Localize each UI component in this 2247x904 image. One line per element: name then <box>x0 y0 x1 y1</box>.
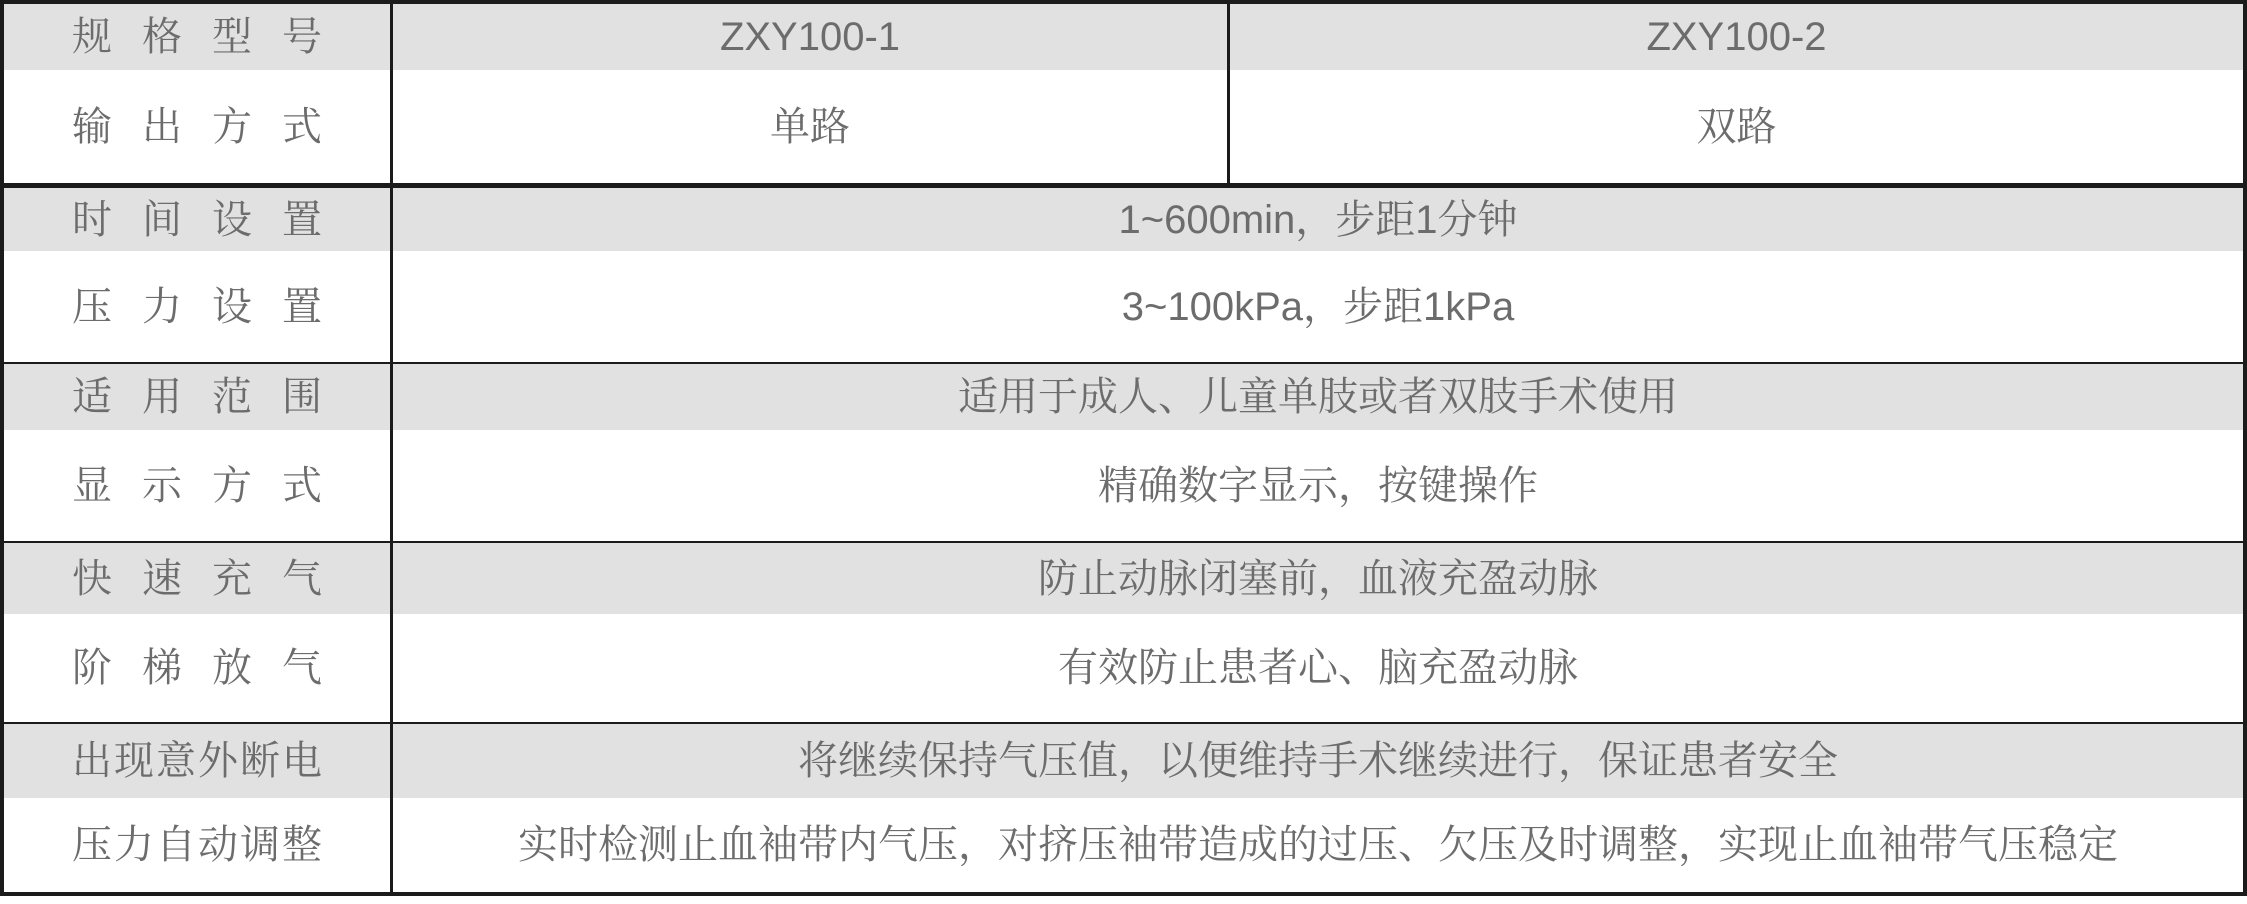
row-label-cell <box>4 543 393 614</box>
value-cell: 精确数字显示，按键操作 <box>1098 463 1538 508</box>
row-label-cell <box>4 724 393 798</box>
model-2-cell: ZXY100-2 <box>1646 15 1827 59</box>
value-cell: 3~100kPa，步距1kPa <box>1121 284 1515 329</box>
row-label-cell <box>4 614 393 722</box>
output-2-cell: 双路 <box>1696 104 1777 149</box>
row-label-cell <box>4 798 393 892</box>
row-label: 压力设置 <box>72 284 322 329</box>
table-row-model <box>4 4 2243 70</box>
value-cell: 将继续保持气压值，以便维持手术继续进行，保证患者安全 <box>798 739 1838 783</box>
row-label: 规格型号 <box>72 15 322 59</box>
value-cell: 1~600min，步距1分钟 <box>1118 197 1518 242</box>
row-label: 显示方式 <box>72 463 322 508</box>
row-label: 阶梯放气 <box>72 646 322 690</box>
row-label: 快速充气 <box>72 556 322 601</box>
table-row-power-failure <box>4 724 2243 798</box>
row-label-cell <box>4 364 393 430</box>
row-label: 时间设置 <box>72 197 322 242</box>
table-row-pressure-setting <box>4 251 2243 364</box>
table-row-step-deflation <box>4 614 2243 724</box>
row-label-cell <box>4 251 393 362</box>
table-row-output-mode <box>4 70 2243 188</box>
model-1-cell: ZXY100-1 <box>393 4 1230 70</box>
row-label-cell <box>4 70 393 183</box>
value-cell: 有效防止患者心、脑充盈动脉 <box>1058 646 1578 690</box>
row-label: 适用范围 <box>72 375 322 419</box>
table-row-applicable-range <box>4 364 2243 430</box>
value-cell: 防止动脉闭塞前，血液充盈动脉 <box>1038 556 1598 601</box>
row-label-cell <box>4 430 393 541</box>
row-label: 压力自动调整 <box>72 823 322 867</box>
output-1-cell: 单路 <box>393 70 1230 183</box>
table-row-fast-inflation <box>4 543 2243 614</box>
row-label-cell <box>4 4 393 70</box>
row-label: 输出方式 <box>72 104 322 149</box>
table-row-time-setting <box>4 188 2243 251</box>
table-row-display-mode <box>4 430 2243 543</box>
row-label: 出现意外断电 <box>72 739 322 783</box>
row-label-cell <box>4 188 393 251</box>
value-cell: 适用于成人、儿童单肢或者双肢手术使用 <box>958 375 1678 419</box>
value-cell: 实时检测止血袖带内气压，对挤压袖带造成的过压、欠压及时调整，实现止血袖带气压稳定 <box>518 823 2118 867</box>
table-row-auto-pressure-adjust <box>4 798 2243 892</box>
